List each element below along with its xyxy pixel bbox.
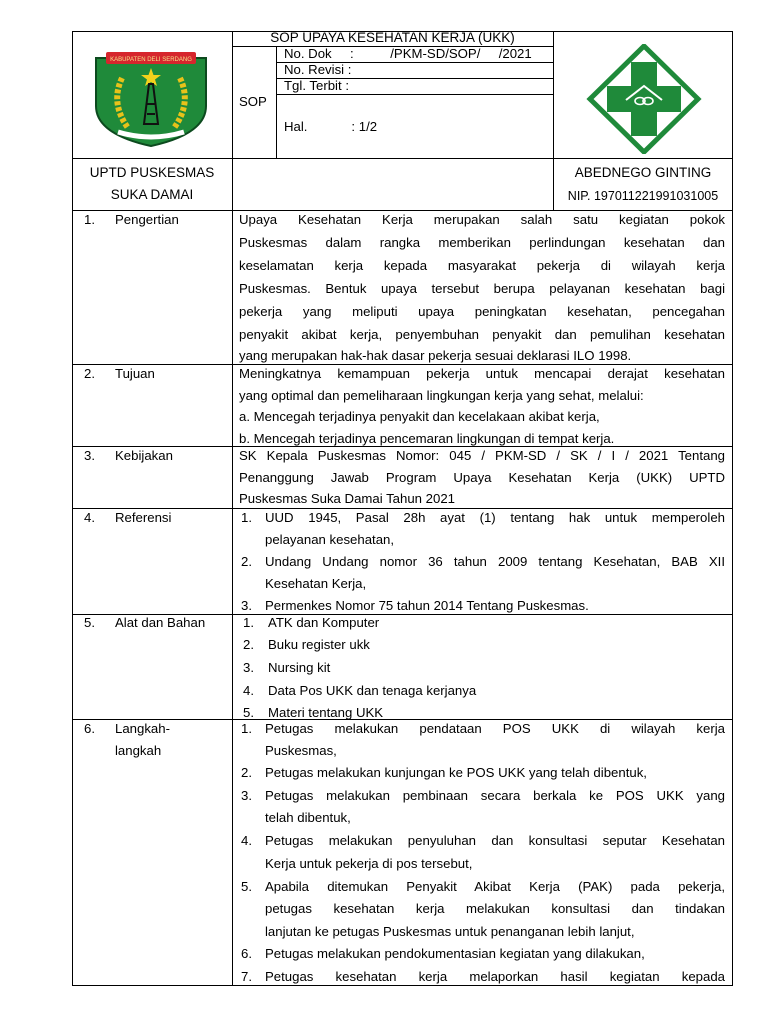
langkah-item-line: Petugas melakukan kunjungan ke POS UKK yang telah dibentuk, — [265, 765, 647, 780]
org-name-line2: SUKA DAMAI — [110, 187, 194, 202]
kebijakan-line: Penanggung Jawab Program Upaya Kesehatan Kerja (UKK) UPTD — [239, 470, 725, 485]
logo-banner-text: KABUPATEN DELI SERDANG — [110, 57, 192, 63]
logo-left — [92, 48, 210, 148]
section-number: 2. — [84, 366, 95, 381]
langkah-item-line: Petugas melakukan pembinaan secara berkala ke POS UKK yang — [265, 788, 725, 803]
langkah-item-line: Petugas melakukan pendokumentasian kegiatan yang dilakukan, — [265, 946, 645, 961]
langkah-item-line: Puskesmas, — [265, 743, 337, 758]
pengertian-line: Puskesmas dalam rangka memberikan perlindungan kesehatan dan — [239, 235, 725, 250]
document-title: SOP UPAYA KESEHATAN KERJA (UKK) — [270, 30, 515, 45]
alat-item-number: 4. — [243, 683, 254, 698]
langkah-item-line: Petugas kesehatan kerja melaporkan hasil kegiatan kepada — [265, 969, 725, 984]
section-label-langkah-cont: langkah — [115, 743, 162, 758]
alat-item: ATK dan Komputer — [268, 615, 380, 630]
langkah-item-number: 4. — [241, 833, 252, 848]
section-label-referensi: Referensi — [115, 510, 172, 525]
alat-item: Data Pos UKK dan tenaga kerjanya — [268, 683, 477, 698]
pengertian-line: penyakit akibat kerja, penyembuhan penyakit dan pemulihan kesehatan — [239, 327, 725, 342]
org-name-line1: UPTD PUSKESMAS — [89, 165, 215, 180]
pengertian-line: Puskesmas. Bentuk upaya tersebut berupa pelayanan kesehatan bagi — [239, 281, 725, 296]
alat-item: Nursing kit — [268, 660, 331, 675]
section-label-alat-bahan: Alat dan Bahan — [115, 615, 206, 630]
referensi-item-number: 1. — [241, 510, 252, 525]
langkah-item-line: Apabila ditemukan Penyakit Akibat Kerja (PAK) pada pekerja, — [265, 879, 725, 894]
referensi-item-line: pelayanan kesehatan, — [265, 532, 395, 547]
no-dok-field: No. Dok : /PKM-SD/SOP/ /2021 — [284, 46, 532, 61]
referensi-item-line: Kesehatan Kerja, — [265, 576, 367, 591]
langkah-item-number: 6. — [241, 946, 252, 961]
kebijakan-line: Puskesmas Suka Damai Tahun 2021 — [239, 491, 456, 506]
section-label-pengertian: Pengertian — [115, 212, 179, 227]
langkah-item-line: Petugas melakukan pendataan POS UKK di wilayah kerja — [265, 721, 725, 736]
langkah-item-number: 3. — [241, 788, 252, 803]
langkah-item-number: 5. — [241, 879, 252, 894]
pengertian-line: keselamatan kerja kepada masyarakat pekerja di wilayah kerja — [239, 258, 725, 273]
section-number: 5. — [84, 615, 95, 630]
signer-name: ABEDNEGO GINTING — [574, 165, 712, 180]
referensi-item-line: Undang Undang nomor 36 tahun 2009 tentang Kesehatan, BAB XII — [265, 554, 725, 569]
alat-item-number: 5. — [243, 705, 254, 720]
no-revisi-field: No. Revisi : — [284, 62, 352, 77]
pengertian-line: pekerja yang meliputi upaya peningkatan kesehatan, pencegahan — [239, 304, 725, 319]
tujuan-line: Meningkatnya kemampuan pekerja untuk mencapai derajat kesehatan — [239, 366, 725, 381]
tgl-terbit-field: Tgl. Terbit : — [284, 78, 349, 93]
alat-item-number: 1. — [243, 615, 254, 630]
section-label-tujuan: Tujuan — [115, 366, 155, 381]
kebijakan-line: SK Kepala Puskesmas Nomor: 045 / PKM-SD / SK / I / 2021 Tentang — [239, 448, 725, 463]
section-number: 3. — [84, 448, 95, 463]
tujuan-line: yang optimal dan pemeliharaan lingkungan kerja yang sehat, melalui: — [239, 388, 644, 403]
section-number: 4. — [84, 510, 95, 525]
langkah-item-line: Kerja untuk pekerja di pos tersebut, — [265, 856, 473, 871]
section-label-kebijakan: Kebijakan — [115, 448, 173, 463]
langkah-item-number: 2. — [241, 765, 252, 780]
langkah-item-line: Petugas melakukan penyuluhan dan konsultasi seputar Kesehatan — [265, 833, 725, 848]
pengertian-line: Upaya Kesehatan Kerja merupakan salah satu kegiatan pokok — [239, 212, 725, 227]
section-number: 1. — [84, 212, 95, 227]
signer-nip: NIP. 197011221991031005 — [567, 189, 719, 203]
alat-item-number: 2. — [243, 637, 254, 652]
langkah-item-number: 7. — [241, 969, 252, 984]
halaman-field: Hal. : 1/2 — [284, 119, 378, 134]
referensi-item-number: 2. — [241, 554, 252, 569]
pengertian-line: yang merupakan hak-hak dasar pekerja sesuai deklarasi ILO 1998. — [239, 348, 632, 363]
logo-right — [586, 44, 702, 154]
tujuan-line: b. Mencegah terjadinya pencemaran lingkungan di tempat kerja. — [239, 431, 615, 446]
alat-item: Buku register ukk — [268, 637, 370, 652]
sop-label: SOP — [239, 94, 267, 109]
langkah-item-line: telah dibentuk, — [265, 810, 351, 825]
tujuan-line: a. Mencegah terjadinya penyakit dan kecelakaan akibat kerja, — [239, 409, 600, 424]
langkah-item-line: lanjutan ke petugas Puskesmas untuk penanganan lebih lanjut, — [265, 924, 635, 939]
langkah-item-number: 1. — [241, 721, 252, 736]
referensi-item-line: UUD 1945, Pasal 28h ayat (1) tentang hak untuk memperoleh — [265, 510, 725, 525]
alat-item: Materi tentang UKK — [268, 705, 384, 720]
langkah-item-line: petugas kesehatan kerja melakukan konsultasi dan tindakan — [265, 901, 725, 916]
referensi-item-number: 3. — [241, 598, 252, 613]
referensi-item-line: Permenkes Nomor 75 tahun 2014 Tentang Puskesmas. — [265, 598, 589, 613]
section-number: 6. — [84, 721, 95, 736]
alat-item-number: 3. — [243, 660, 254, 675]
section-label-langkah: Langkah- — [115, 721, 170, 736]
